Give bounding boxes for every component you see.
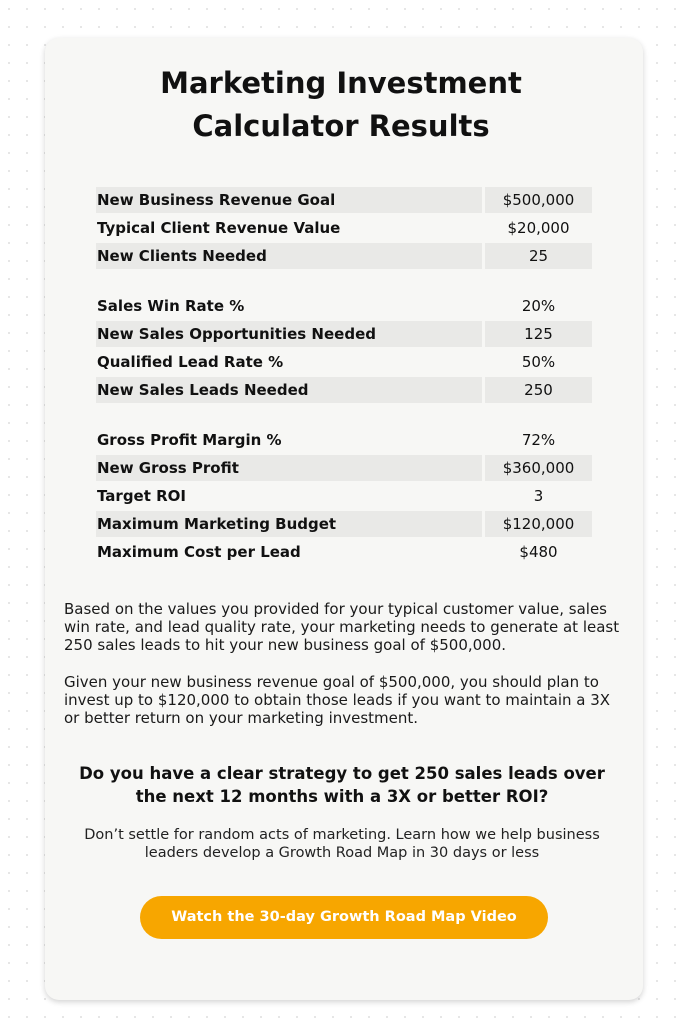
row-value: 72% [521, 431, 556, 449]
result-row-client-value [96, 215, 592, 241]
cta-description: Don’t settle for random acts of marketing. Learn how we help business leaders develop a Growth Road Map in 30 days or less [84, 827, 600, 861]
row-value: $120,000 [485, 511, 592, 537]
row-label: Maximum Cost per Lead [97, 543, 301, 561]
row-label: Maximum Marketing Budget [96, 511, 482, 537]
row-value: 25 [485, 243, 592, 269]
result-row-marketing-budget [96, 511, 592, 537]
row-value: $360,000 [485, 455, 592, 481]
row-label: Gross Profit Margin % [97, 431, 282, 449]
title-line-1: Marketing Investment [160, 66, 522, 100]
row-label: Typical Client Revenue Value [97, 219, 341, 237]
result-row-opportunities-needed [96, 321, 592, 347]
row-value: $20,000 [507, 219, 570, 237]
row-label: New Business Revenue Goal [96, 187, 482, 213]
row-label: Target ROI [97, 487, 187, 505]
row-label: New Sales Opportunities Needed [96, 321, 482, 347]
result-row-win-rate [96, 293, 592, 319]
result-row-leads-needed [96, 377, 592, 403]
result-row-revenue-goal [96, 187, 592, 213]
result-row-gross-profit [96, 455, 592, 481]
row-value: 250 [485, 377, 592, 403]
row-label: New Gross Profit [96, 455, 482, 481]
row-value: 50% [521, 353, 556, 371]
summary-paragraph-leads: Based on the values you provided for your typical customer value, sales win rate, and lead quality rate, your marketing needs to generate at least 250 sales leads to hit your new business goal of $500,000. [64, 600, 620, 654]
row-label: New Clients Needed [96, 243, 482, 269]
result-row-cost-per-lead [96, 539, 592, 565]
watch-video-button[interactable]: Watch the 30-day Growth Road Map Video [140, 896, 548, 939]
row-value: 3 [533, 487, 544, 505]
result-row-profit-margin [96, 427, 592, 453]
row-value: $500,000 [485, 187, 592, 213]
row-label: New Sales Leads Needed [96, 377, 482, 403]
page-title [0, 62, 682, 148]
row-label: Qualified Lead Rate % [97, 353, 284, 371]
row-value: 20% [521, 297, 556, 315]
title-line-2: Calculator Results [192, 109, 490, 143]
row-value: $480 [519, 543, 558, 561]
summary-paragraph-budget: Given your new business revenue goal of $500,000, you should plan to invest up to $120,000 to obtain those leads if you want to maintain a 3X or better return on your marketing investment. [64, 673, 611, 727]
result-row-clients-needed [96, 243, 592, 269]
result-row-lead-rate [96, 349, 592, 375]
result-row-target-roi [96, 483, 592, 509]
row-value: 125 [485, 321, 592, 347]
row-label: Sales Win Rate % [97, 297, 245, 315]
strategy-question: Do you have a clear strategy to get 250 sales leads over the next 12 months with a 3X or better ROI? [79, 764, 605, 806]
